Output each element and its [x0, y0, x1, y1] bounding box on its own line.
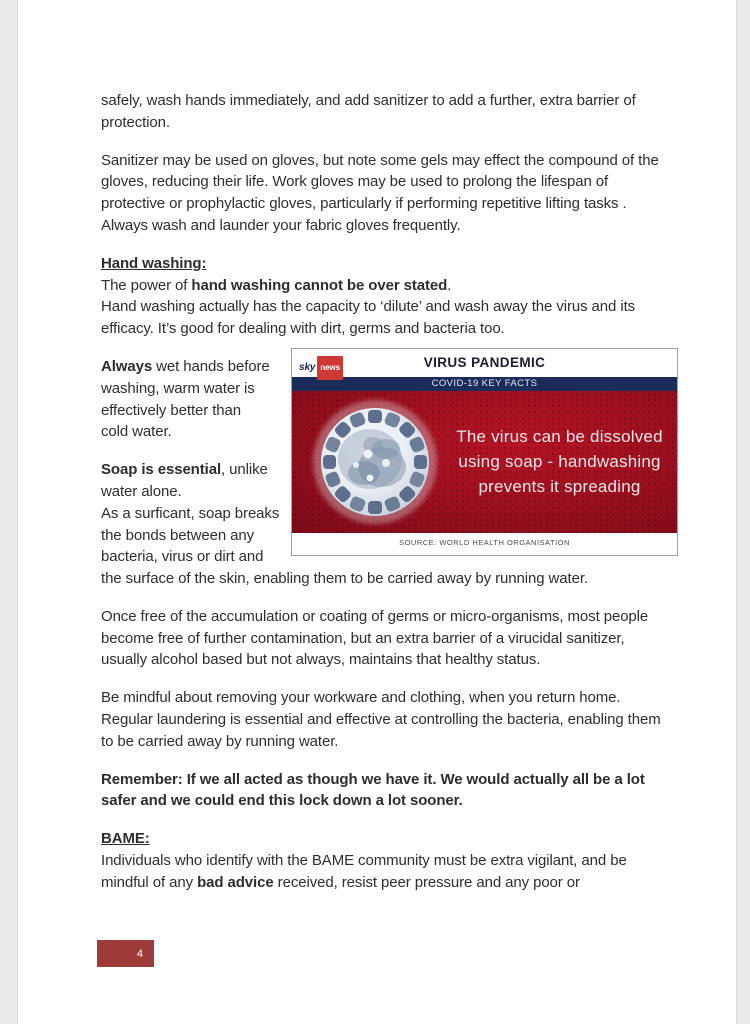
paragraph-remember: Remember: If we all acted as though we have it. We would actually all be a lot safer and we could end this lock down a lot sooner. [101, 770, 645, 810]
column-line [101, 459, 291, 481]
infographic-message [450, 391, 669, 533]
paragraph-bame [101, 850, 667, 894]
left-text-column [101, 356, 291, 568]
text-run: Individuals who identify with the BAME community must be extra vigilant, and be mindful of any [101, 851, 627, 891]
infographic-subtitle-bar: COVID-19 KEY FACTS [292, 377, 677, 391]
infographic-header [292, 349, 677, 377]
paragraph-laundering: Be mindful about removing your workware and clothing, when you return home. Regular laundering is essential and effective at controlling the bacteria, enabling them to be carried away by running water. [101, 689, 661, 750]
coronavirus-icon [310, 397, 440, 527]
news-logo-badge: news [317, 356, 343, 380]
column-line: bacteria, virus or dirt and [101, 548, 264, 566]
message-line: The virus can be dissolved [456, 427, 663, 447]
heading-hand-washing: Hand washing: [101, 254, 207, 272]
document-page [17, 0, 737, 1024]
column-line: effectively better than [101, 401, 242, 419]
text-run: . [447, 276, 452, 294]
media-row [101, 356, 667, 568]
paragraph-power-of-handwashing [101, 275, 667, 297]
text-run: The power of [101, 276, 192, 294]
column-line: cold water. [101, 423, 172, 441]
column-line: water alone. [101, 482, 182, 500]
sky-news-logo [299, 356, 343, 380]
text-run-bold: Always [101, 357, 153, 375]
column-line: washing, warm water is [101, 379, 255, 397]
text-run: wet hands before [152, 357, 270, 375]
page-content [101, 90, 667, 894]
paragraph-gap [101, 443, 291, 459]
text-run-bold: hand washing cannot be over stated [191, 276, 448, 294]
heading-bame: BAME: [101, 830, 150, 848]
column-line: the bonds between any [101, 526, 255, 544]
paragraph-once-free: Once free of the accumulation or coating of germs or micro-organisms, most people become free of further contamination, but an extra barrier of a virucidal sanitizer, usually alcohol based but not always, maintains that healthy status. [101, 607, 649, 669]
message-line: using soap - handwashing [458, 452, 661, 472]
sky-logo-text: sky [299, 361, 316, 373]
column-line [101, 356, 291, 378]
text-run: , unlike [221, 461, 268, 479]
paragraph-surface: the surface of the skin, enabling them to be carried away by running water. [101, 569, 588, 587]
message-line: prevents it spreading [478, 477, 641, 497]
infographic-title: VIRUS PANDEMIC [423, 354, 546, 370]
sky-news-infographic [291, 348, 678, 556]
text-run-bold: bad advice [197, 873, 274, 891]
paragraph-dilute: Hand washing actually has the capacity to ‘dilute’ and wash away the virus and its efficacy. It’s good for dealing with dirt, germs and bacteria too. [101, 298, 636, 338]
text-run-bold: Soap is essential [101, 461, 222, 479]
page-number-badge: 4 [97, 940, 154, 967]
infographic-body [292, 391, 677, 533]
paragraph-sanitizer-intro: safely, wash hands immediately, and add sanitizer to add a further, extra barrier of protection. [101, 92, 636, 131]
infographic-source: SOURCE: WORLD HEALTH ORGANISATION [399, 537, 570, 547]
paragraph-sanitizer-gloves: Sanitizer may be used on gloves, but note some gels may effect the compound of the gloves, reducing their life. Work gloves may be used to prolong the lifespan of protective or prophylactic gloves, particularly if performing repetitive lifting tasks . Always wash and launder your fabric gloves frequently. [101, 151, 659, 234]
column-line: As a surficant, soap breaks [101, 504, 280, 522]
text-run: received, resist peer pressure and any poor or [273, 873, 580, 891]
